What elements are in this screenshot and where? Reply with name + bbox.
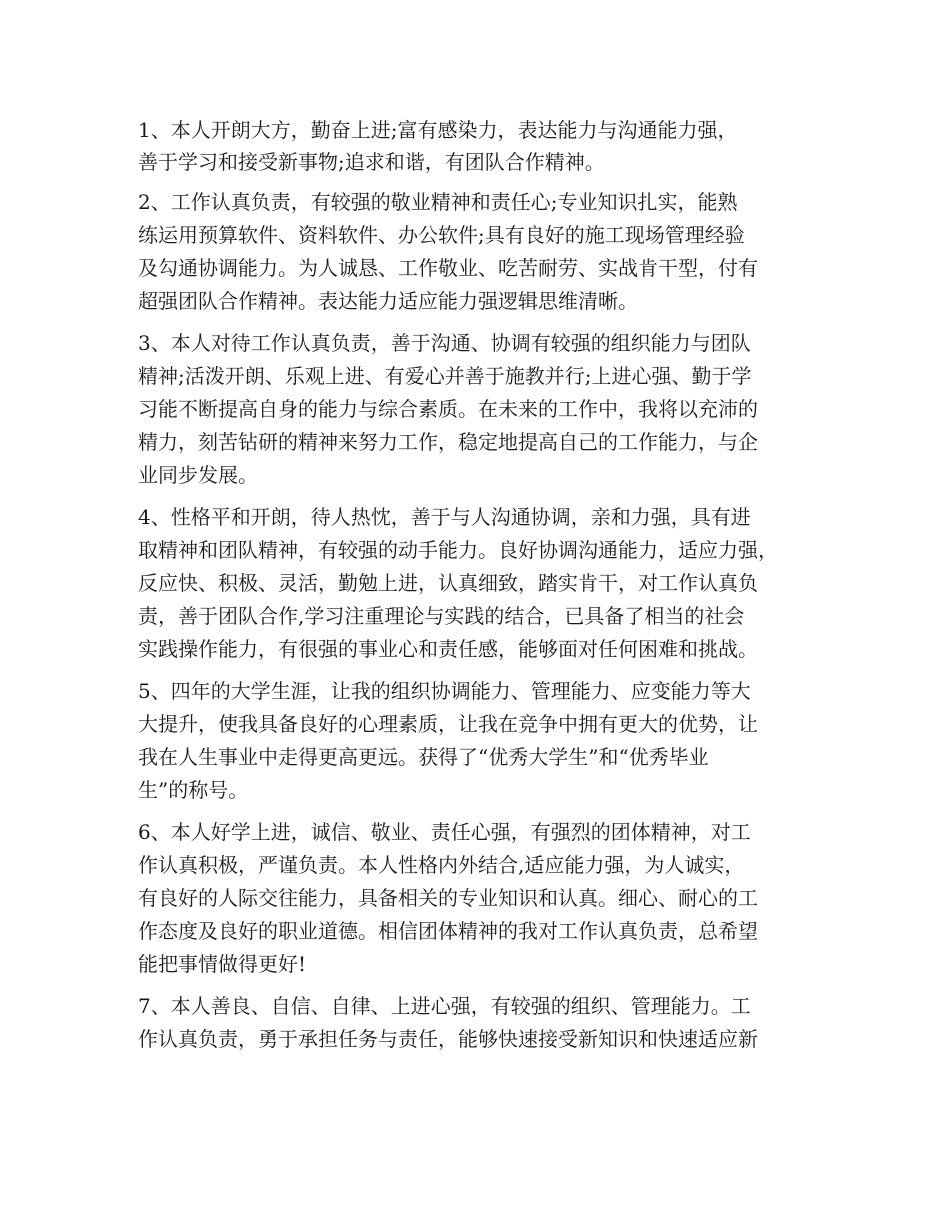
paragraph-2-line-2: 练运用预算软件、资料软件、办公软件;具有良好的施工现场管理经验	[138, 223, 745, 247]
paragraph-6-line-4: 作态度及良好的职业道德。相信团体精神的我对工作认真负责，总希望	[138, 919, 758, 943]
paragraph-1-line-1: 1、本人开朗大方，勤奋上进;富有感染力，表达能力与沟通能力强，	[138, 118, 738, 142]
paragraph-4-line-5: 实践操作能力，有很强的事业心和责任感，能够面对任何困难和挑战。	[138, 637, 758, 661]
paragraph-2-line-3: 及勾通协调能力。为人诚恳、工作敬业、吃苦耐劳、实战肯干型，付有	[138, 256, 758, 280]
paragraph-3-line-5: 业同步发展。	[138, 463, 258, 487]
paragraph-6-line-2: 作认真积极，严谨负责。本人性格内外结合,适应能力强，为人诚实，	[138, 853, 745, 877]
paragraph-4-line-2: 取精神和团队精神，有较强的动手能力。良好协调沟通能力，适应力强，	[138, 538, 778, 562]
paragraph-5-line-4: 生”的称号。	[138, 778, 249, 802]
paragraph-3-line-2: 精神;活泼开朗、乐观上进、有爱心并善于施教并行;上进心强、勤于学	[138, 364, 752, 388]
paragraph-5-line-2: 大提升，使我具备良好的心理素质，让我在竞争中拥有更大的优势，让	[138, 712, 758, 736]
paragraph-3-line-4: 精力，刻苦钻研的精神来努力工作，稳定地提高自己的工作能力，与企	[138, 430, 758, 454]
paragraph-4-line-4: 责，善于团队合作,学习注重理论与实践的结合，已具备了相当的社会	[138, 604, 745, 628]
paragraph-7-line-1: 7、本人善良、自信、自律、上进心强，有较强的组织、管理能力。工	[138, 994, 751, 1018]
paragraph-1-line-2: 善于学习和接受新事物;追求和谐，有团队合作精神。	[138, 150, 605, 174]
paragraph-6-line-1: 6、本人好学上进，诚信、敬业、责任心强，有强烈的团体精神，对工	[138, 820, 751, 844]
paragraph-4-line-3: 反应快、积极、灵活，勤勉上进，认真细致，踏实肯干，对工作认真负	[138, 571, 758, 595]
paragraph-2-line-4: 超强团队合作精神。表达能力适应能力强逻辑思维清晰。	[138, 289, 638, 313]
paragraph-6-line-5: 能把事情做得更好!	[138, 952, 307, 976]
paragraph-5-line-3: 我在人生事业中走得更高更远。获得了“优秀大学生”和“优秀毕业	[138, 745, 709, 769]
paragraph-7-line-2: 作认真负责，勇于承担任务与责任，能够快速接受新知识和快速适应新	[138, 1027, 758, 1051]
paragraph-3-line-3: 习能不断提高自身的能力与综合素质。在未来的工作中，我将以充沛的	[138, 397, 758, 421]
paragraph-2-line-1: 2、工作认真负责，有较强的敬业精神和责任心;专业知识扎实，能熟	[138, 190, 738, 214]
paragraph-5-line-1: 5、四年的大学生涯，让我的组织协调能力、管理能力、应变能力等大	[138, 679, 751, 703]
paragraph-3-line-1: 3、本人对待工作认真负责，善于沟通、协调有较强的组织能力与团队	[138, 331, 751, 355]
paragraph-4-line-1: 4、性格平和开朗，待人热忱，善于与人沟通协调，亲和力强，具有进	[138, 505, 751, 529]
paragraph-6-line-3: 有良好的人际交往能力，具备相关的专业知识和认真。细心、耐心的工	[138, 886, 758, 910]
